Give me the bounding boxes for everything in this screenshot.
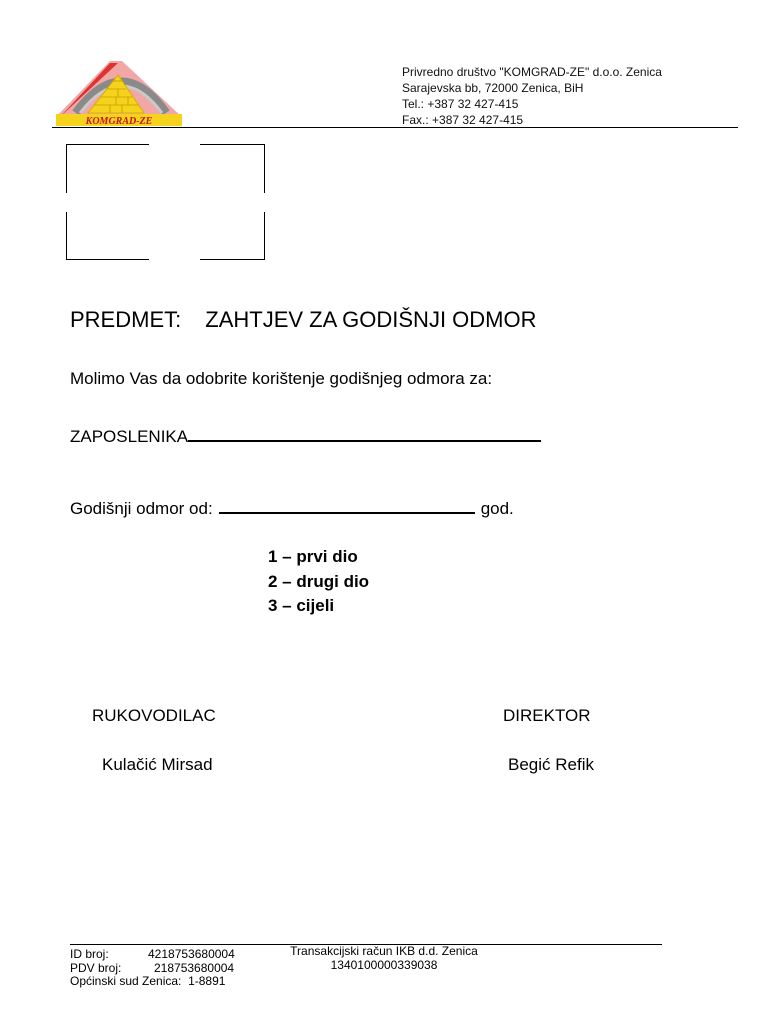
signature-left-title: RUKOVODILAC: [92, 706, 216, 725]
company-fax: Fax.: +387 32 427-415: [402, 113, 524, 127]
subject-title: ZAHTJEV ZA GODIŠNJI ODMOR: [205, 307, 537, 332]
address-box: [66, 144, 266, 260]
employee-blank-line[interactable]: [188, 425, 541, 442]
corner-bottom-right: [200, 212, 265, 260]
company-address: Sarajevska bb, 72000 Zenica, BiH: [402, 81, 584, 95]
signature-left-name: Kulačić Mirsad: [102, 755, 213, 774]
subject-line: [70, 307, 537, 333]
leave-options: [268, 545, 369, 619]
footer-pdv-row: [70, 962, 235, 976]
footer-court-label: Općinski sud Zenica:: [70, 974, 182, 988]
corner-bottom-left: [66, 212, 149, 260]
period-field: [70, 497, 514, 519]
option-second-part: 2 – drugi dio: [268, 571, 370, 591]
header-divider: [52, 127, 738, 128]
employee-label: ZAPOSLENIKA: [70, 427, 189, 446]
period-suffix: god.: [480, 499, 514, 518]
footer-pdv-label: PDV broj:: [70, 960, 122, 975]
company-info: [402, 64, 662, 128]
company-phone: Tel.: +387 32 427-415: [402, 97, 519, 111]
footer-pdv-value: 218753680004: [154, 960, 235, 975]
option-first-part: 1 – prvi dio: [268, 547, 358, 566]
company-name: Privredno društvo "KOMGRAD-ZE" d.o.o. Zenica: [402, 65, 662, 79]
company-logo: [52, 55, 186, 127]
footer-bank-line: Transakcijski račun IKB d.d. Zenica: [290, 944, 478, 958]
footer-account-number: 1340100000339038: [330, 958, 438, 972]
subject-label: PREDMET:: [70, 307, 182, 332]
option-whole: 3 – cijeli: [268, 596, 335, 615]
footer-id-row: [70, 948, 235, 962]
period-label: Godišnji odmor od:: [70, 499, 213, 518]
corner-top-right: [200, 144, 265, 193]
request-text: Molimo Vas da odobrite korištenje godišnjeg odmora za:: [70, 369, 493, 388]
footer-bank: [284, 944, 484, 972]
employee-field: [70, 425, 541, 447]
footer-id-label: ID broj:: [70, 947, 109, 961]
footer-court-row: [70, 975, 235, 989]
signature-right-title: DIREKTOR: [503, 706, 591, 725]
footer-registration: [70, 948, 235, 989]
logo-text: KOMGRAD-ZE: [85, 116, 153, 127]
signature-right-name: Begić Refik: [508, 755, 594, 774]
footer-id-value: 4218753680004: [148, 947, 235, 961]
corner-top-left: [66, 144, 149, 193]
footer-court-value: 1-8891: [188, 974, 226, 988]
period-blank-line[interactable]: [219, 497, 475, 514]
